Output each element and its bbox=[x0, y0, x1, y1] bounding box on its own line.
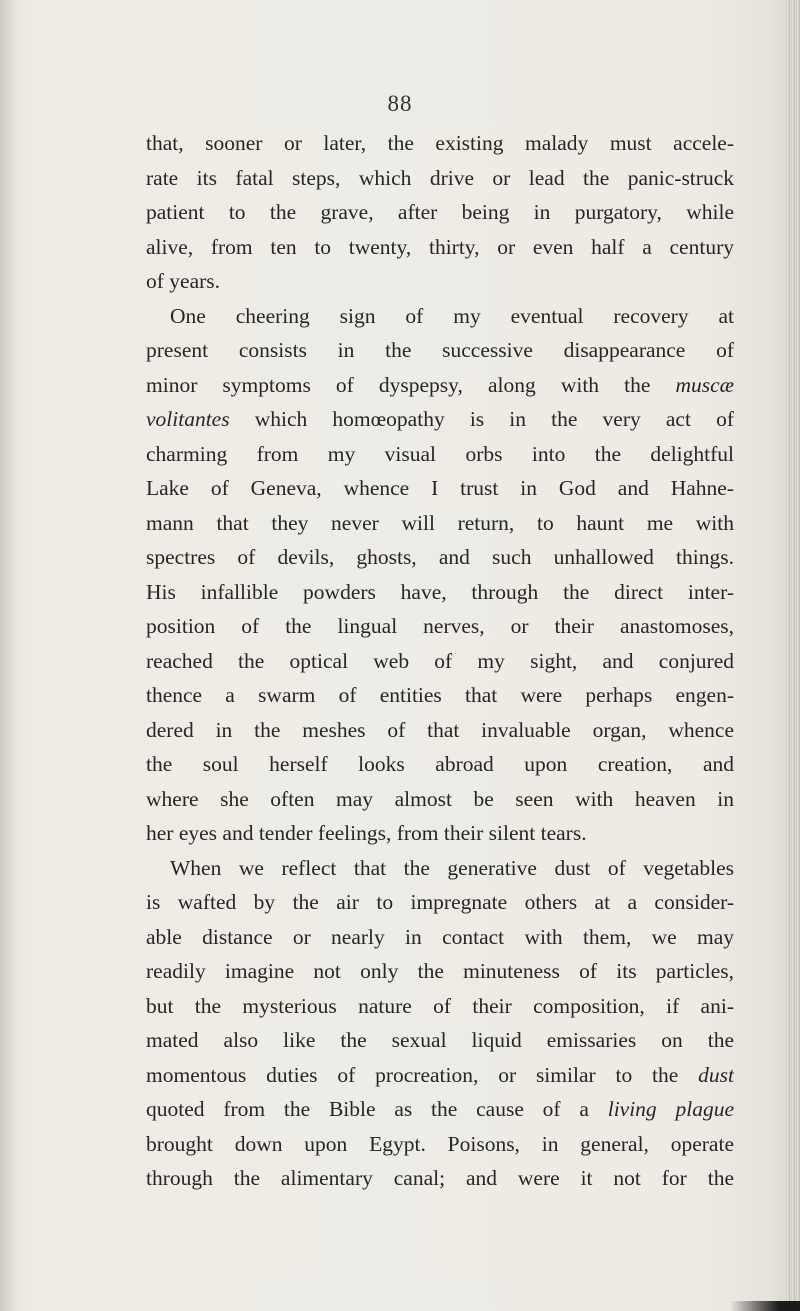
text-line: through the alimentary canal; and were it not for the bbox=[146, 1166, 734, 1190]
paragraph-start-line: One cheering sign of my eventual recovery at bbox=[170, 303, 734, 328]
text-line bbox=[146, 1058, 734, 1093]
page-edges bbox=[786, 0, 800, 1311]
text-span: minor symptoms of dyspepsy, along with the bbox=[146, 372, 676, 397]
text-line: reached the optical web of my sight, and conjured bbox=[146, 648, 734, 673]
text-span: quoted from the Bible as the cause of a bbox=[146, 1097, 608, 1121]
paragraph-start-line: When we reflect that the generative dust of vegetables bbox=[170, 855, 734, 880]
text-line: the soul herself looks abroad upon creation, and bbox=[146, 752, 734, 776]
text-line: present consists in the successive disappearance of bbox=[146, 338, 734, 362]
text-line: where she often may almost be seen with heaven in bbox=[146, 786, 734, 811]
text-line: of years. bbox=[146, 269, 221, 293]
text-span: momentous duties of procreation, or similar to the bbox=[146, 1062, 699, 1087]
text-line: mann that they never will return, to haunt me with bbox=[146, 510, 734, 535]
text-line: that, sooner or later, the existing malady must accele- bbox=[146, 131, 734, 155]
text-line: spectres of devils, ghosts, and such unhallowed things. bbox=[146, 545, 734, 569]
text-line: Lake of Geneva, whence I trust in God and Hahne- bbox=[146, 476, 734, 500]
text-line: dered in the meshes of that invaluable organ, whence bbox=[146, 717, 734, 742]
text-line: readily imagine not only the minuteness of its particles, bbox=[146, 959, 734, 983]
text-line: is wafted by the air to impregnate others at a consider- bbox=[146, 890, 734, 914]
text-line: rate its fatal steps, which drive or lead the panic-struck bbox=[146, 165, 734, 190]
text-line: brought down upon Egypt. Poisons, in general, operate bbox=[146, 1131, 734, 1156]
text-line: thence a swarm of entities that were perhaps engen- bbox=[146, 683, 734, 707]
body-text bbox=[146, 126, 734, 1196]
text-line bbox=[146, 1092, 734, 1127]
text-line: position of the lingual nerves, or their anastomoses, bbox=[146, 614, 734, 638]
page-corner-shadow bbox=[730, 1301, 800, 1311]
text-line: her eyes and tender feelings, from their silent tears. bbox=[146, 821, 587, 845]
text-line: mated also like the sexual liquid emissaries on the bbox=[146, 1028, 734, 1052]
text-span: which homœopathy is in the very act of bbox=[229, 407, 734, 431]
binding-gutter-shadow bbox=[0, 0, 18, 1311]
text-line: able distance or nearly in contact with them, we may bbox=[146, 924, 734, 949]
text-line bbox=[146, 402, 734, 437]
text-line: His infallible powders have, through the direct inter- bbox=[146, 579, 734, 604]
page-number: 88 bbox=[387, 91, 413, 116]
text-line: but the mysterious nature of their composition, if ani- bbox=[146, 993, 734, 1018]
italic-term: muscæ bbox=[675, 372, 734, 397]
text-line: alive, from ten to twenty, thirty, or even half a century bbox=[146, 234, 734, 259]
italic-term: dust bbox=[698, 1062, 734, 1087]
italic-term: volitantes bbox=[146, 407, 230, 431]
text-line: patient to the grave, after being in purgatory, while bbox=[146, 200, 734, 224]
text-line: charming from my visual orbs into the delightful bbox=[146, 441, 734, 466]
text-line bbox=[146, 368, 734, 403]
italic-term: living plague bbox=[607, 1097, 734, 1121]
